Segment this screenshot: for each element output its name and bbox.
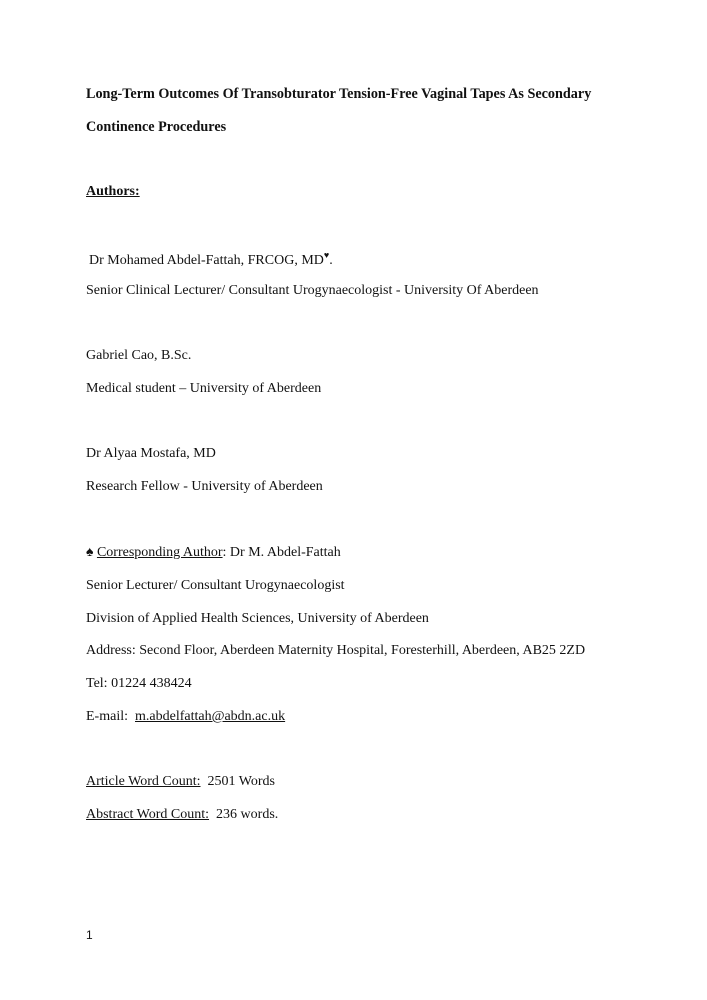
email-label: E-mail: xyxy=(86,709,128,724)
article-word-count xyxy=(86,774,275,790)
title-line-2: Continence Procedures xyxy=(86,119,227,135)
corresponding-address: Address: Second Floor, Aberdeen Maternity Hospital, Foresterhill, Aberdeen, AB25 2ZD xyxy=(86,643,586,658)
article-word-count-value: 2501 Words xyxy=(207,774,275,789)
authors-heading: Authors: xyxy=(86,184,140,199)
corresponding-tel: Tel: 01224 438424 xyxy=(86,676,192,691)
abstract-word-count xyxy=(86,807,278,823)
author-trailing: . xyxy=(329,253,333,268)
corresponding-author-line xyxy=(86,545,341,561)
corresponding-email-line xyxy=(86,709,285,725)
corresponding-role: Senior Lecturer/ Consultant Urogynaecologist xyxy=(86,578,345,593)
corresponding-author-name: : Dr M. Abdel-Fattah xyxy=(222,545,341,560)
author-1-affiliation: Senior Clinical Lecturer/ Consultant Urogynaecologist - University Of Aberdeen xyxy=(86,283,539,298)
spade-icon: ♠ xyxy=(86,545,94,560)
title-line-1: Long-Term Outcomes Of Transobturator Tension-Free Vaginal Tapes As Secondary xyxy=(86,86,592,102)
author-3-name: Dr Alyaa Mostafa, MD xyxy=(86,446,216,461)
corresponding-author-label: Corresponding Author xyxy=(96,545,223,560)
page-number: 1 xyxy=(86,928,93,942)
author-3-affiliation: Research Fellow - University of Aberdeen xyxy=(86,479,323,494)
abstract-word-count-label: Abstract Word Count: xyxy=(86,807,210,822)
corresponding-division: Division of Applied Health Sciences, University of Aberdeen xyxy=(86,611,429,626)
author-name: Dr Mohamed Abdel-Fattah, FRCOG, MD xyxy=(89,253,324,268)
author-1-name xyxy=(89,250,333,269)
article-word-count-label: Article Word Count: xyxy=(86,774,201,789)
heart-marker: ♥ xyxy=(323,250,330,260)
email-link[interactable]: m.abdelfattah@abdn.ac.uk xyxy=(135,709,286,724)
abstract-word-count-value: 236 words. xyxy=(216,807,279,822)
author-2-name: Gabriel Cao, B.Sc. xyxy=(86,348,192,363)
author-2-affiliation: Medical student – University of Aberdeen xyxy=(86,381,322,396)
